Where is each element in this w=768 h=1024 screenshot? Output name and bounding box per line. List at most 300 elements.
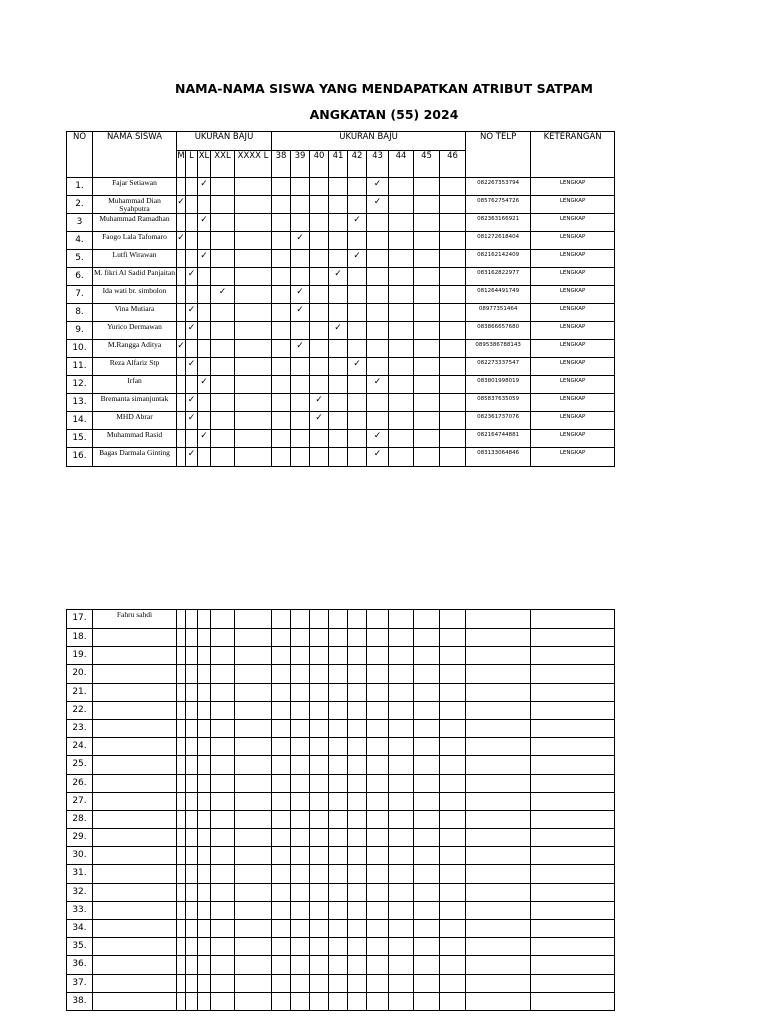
size-cell xyxy=(186,719,198,737)
size-cell xyxy=(367,829,389,847)
phone-number xyxy=(466,683,531,701)
size-cell xyxy=(186,956,198,974)
size-cell xyxy=(211,774,235,792)
shirt-size-cell xyxy=(235,286,272,304)
number-size-cell: ✓ xyxy=(367,430,389,448)
student-name: Muhammad Ramadhan xyxy=(93,214,177,232)
size-cell xyxy=(389,865,414,883)
size-cell xyxy=(177,865,186,883)
size-cell xyxy=(414,756,440,774)
size-header-m: M xyxy=(177,151,186,178)
size-cell xyxy=(211,719,235,737)
size-cell xyxy=(348,847,367,865)
number-size-cell xyxy=(414,250,440,268)
number-size-cell xyxy=(310,214,329,232)
shirt-size-cell: ✓ xyxy=(198,178,211,196)
size-cell xyxy=(211,665,235,683)
size-cell xyxy=(310,665,329,683)
size-header-40: 40 xyxy=(310,151,329,178)
student-table xyxy=(66,131,615,467)
status-note xyxy=(531,683,615,701)
size-cell xyxy=(291,610,310,629)
shirt-size-cell xyxy=(198,196,211,214)
shirt-size-cell xyxy=(235,250,272,268)
phone-number xyxy=(466,701,531,719)
size-cell xyxy=(367,920,389,938)
shirt-size-cell xyxy=(186,430,198,448)
number-size-cell xyxy=(440,250,466,268)
number-size-cell xyxy=(389,268,414,286)
size-cell xyxy=(348,974,367,992)
size-cell xyxy=(198,738,211,756)
row-number: 27. xyxy=(67,792,93,810)
size-cell xyxy=(235,647,272,665)
header-number-size: UKURAN BAJU xyxy=(272,132,466,151)
number-size-cell xyxy=(389,286,414,304)
phone-number: 083133064846 xyxy=(466,448,531,467)
number-size-cell xyxy=(389,232,414,250)
phone-number xyxy=(466,665,531,683)
status-note: LENGKAP xyxy=(531,214,615,232)
size-cell xyxy=(414,719,440,737)
size-cell xyxy=(235,992,272,1010)
size-cell xyxy=(414,901,440,919)
number-size-cell xyxy=(272,178,291,196)
student-name xyxy=(93,647,177,665)
size-cell xyxy=(198,883,211,901)
row-number: 4. xyxy=(67,232,93,250)
shirt-size-cell xyxy=(235,430,272,448)
number-size-cell xyxy=(291,430,310,448)
student-name xyxy=(93,665,177,683)
size-cell xyxy=(348,738,367,756)
number-size-cell xyxy=(272,250,291,268)
number-size-cell xyxy=(367,232,389,250)
size-cell xyxy=(272,992,291,1010)
shirt-size-cell xyxy=(198,412,211,430)
size-cell xyxy=(440,701,466,719)
size-cell xyxy=(272,956,291,974)
shirt-size-cell xyxy=(211,430,235,448)
number-size-cell xyxy=(272,430,291,448)
status-note: LENGKAP xyxy=(531,340,615,358)
size-cell xyxy=(291,847,310,865)
number-size-cell xyxy=(310,304,329,322)
number-size-cell xyxy=(329,232,348,250)
size-cell xyxy=(389,792,414,810)
number-size-cell xyxy=(348,412,367,430)
size-cell xyxy=(310,901,329,919)
size-cell xyxy=(348,829,367,847)
shirt-size-cell xyxy=(177,268,186,286)
number-size-cell xyxy=(291,394,310,412)
shirt-size-cell xyxy=(235,196,272,214)
number-size-cell xyxy=(291,412,310,430)
size-cell xyxy=(329,901,348,919)
status-note: LENGKAP xyxy=(531,430,615,448)
size-cell xyxy=(291,883,310,901)
table-row xyxy=(67,412,615,430)
table-row xyxy=(67,738,615,756)
size-cell xyxy=(389,683,414,701)
size-cell xyxy=(198,792,211,810)
status-note xyxy=(531,974,615,992)
size-cell xyxy=(348,883,367,901)
row-number: 14. xyxy=(67,412,93,430)
row-number: 33. xyxy=(67,901,93,919)
shirt-size-cell xyxy=(235,448,272,467)
size-cell xyxy=(414,665,440,683)
shirt-size-cell xyxy=(235,178,272,196)
number-size-cell xyxy=(272,196,291,214)
shirt-size-cell xyxy=(211,358,235,376)
number-size-cell xyxy=(348,448,367,467)
size-cell xyxy=(348,683,367,701)
shirt-size-cell xyxy=(211,412,235,430)
table-row xyxy=(67,774,615,792)
size-cell xyxy=(310,920,329,938)
table-row xyxy=(67,829,615,847)
shirt-size-cell xyxy=(211,196,235,214)
number-size-cell xyxy=(310,448,329,467)
phone-number: 082273337547 xyxy=(466,358,531,376)
size-cell xyxy=(235,719,272,737)
number-size-cell xyxy=(329,286,348,304)
size-cell xyxy=(235,738,272,756)
shirt-size-cell xyxy=(235,412,272,430)
number-size-cell xyxy=(367,340,389,358)
student-name: Yurico Dermawan xyxy=(93,322,177,340)
size-cell xyxy=(329,810,348,828)
row-number: 32. xyxy=(67,883,93,901)
size-cell xyxy=(272,756,291,774)
size-cell xyxy=(211,992,235,1010)
row-number: 18. xyxy=(67,629,93,647)
number-size-cell xyxy=(414,412,440,430)
size-cell xyxy=(348,956,367,974)
size-cell xyxy=(198,683,211,701)
row-number: 8. xyxy=(67,304,93,322)
status-note xyxy=(531,883,615,901)
shirt-size-cell xyxy=(211,250,235,268)
size-cell xyxy=(235,701,272,719)
shirt-size-cell xyxy=(186,232,198,250)
table-row xyxy=(67,322,615,340)
size-cell xyxy=(211,938,235,956)
size-cell xyxy=(310,738,329,756)
phone-number: 082361737076 xyxy=(466,412,531,430)
row-number: 38. xyxy=(67,992,93,1010)
size-cell xyxy=(177,883,186,901)
phone-number xyxy=(466,756,531,774)
table-row xyxy=(67,304,615,322)
size-cell xyxy=(329,774,348,792)
shirt-size-cell xyxy=(211,322,235,340)
student-name xyxy=(93,683,177,701)
table-row xyxy=(67,974,615,992)
shirt-size-cell: ✓ xyxy=(186,448,198,467)
student-name xyxy=(93,865,177,883)
size-cell xyxy=(211,865,235,883)
size-cell xyxy=(389,847,414,865)
size-cell xyxy=(389,738,414,756)
size-cell xyxy=(414,992,440,1010)
shirt-size-cell xyxy=(211,340,235,358)
student-name xyxy=(93,629,177,647)
size-cell xyxy=(414,738,440,756)
number-size-cell: ✓ xyxy=(310,394,329,412)
shirt-size-cell xyxy=(198,304,211,322)
size-cell xyxy=(177,992,186,1010)
size-cell xyxy=(198,701,211,719)
number-size-cell xyxy=(414,430,440,448)
size-cell xyxy=(367,629,389,647)
size-cell xyxy=(198,810,211,828)
status-note xyxy=(531,774,615,792)
size-cell xyxy=(198,647,211,665)
number-size-cell xyxy=(310,178,329,196)
number-size-cell xyxy=(310,268,329,286)
shirt-size-cell xyxy=(198,340,211,358)
size-cell xyxy=(177,938,186,956)
size-cell xyxy=(186,647,198,665)
number-size-cell xyxy=(389,448,414,467)
row-number: 1. xyxy=(67,178,93,196)
size-cell xyxy=(389,610,414,629)
size-cell xyxy=(367,683,389,701)
shirt-size-cell xyxy=(211,232,235,250)
size-cell xyxy=(177,665,186,683)
number-size-cell xyxy=(440,304,466,322)
number-size-cell xyxy=(291,268,310,286)
row-number: 34. xyxy=(67,920,93,938)
table-row xyxy=(67,376,615,394)
size-cell xyxy=(235,665,272,683)
shirt-size-cell xyxy=(211,394,235,412)
number-size-cell: ✓ xyxy=(291,286,310,304)
table-row xyxy=(67,756,615,774)
row-number: 15. xyxy=(67,430,93,448)
number-size-cell xyxy=(329,394,348,412)
student-table-continued xyxy=(66,609,615,1011)
row-number: 28. xyxy=(67,810,93,828)
size-cell xyxy=(414,774,440,792)
number-size-cell xyxy=(367,394,389,412)
status-note: LENGKAP xyxy=(531,250,615,268)
size-cell xyxy=(291,792,310,810)
size-cell xyxy=(177,683,186,701)
student-name: MHD Abrar xyxy=(93,412,177,430)
size-cell xyxy=(389,719,414,737)
row-number: 26. xyxy=(67,774,93,792)
shirt-size-cell xyxy=(186,286,198,304)
size-cell xyxy=(440,847,466,865)
number-size-cell xyxy=(329,196,348,214)
size-cell xyxy=(186,847,198,865)
phone-number: 082363166921 xyxy=(466,214,531,232)
status-note xyxy=(531,701,615,719)
table-row xyxy=(67,938,615,956)
number-size-cell xyxy=(367,286,389,304)
size-cell xyxy=(414,810,440,828)
number-size-cell xyxy=(414,376,440,394)
table-row xyxy=(67,448,615,467)
size-cell xyxy=(177,774,186,792)
row-number: 22. xyxy=(67,701,93,719)
size-cell xyxy=(389,665,414,683)
phone-number: 083801998019 xyxy=(466,376,531,394)
number-size-cell: ✓ xyxy=(310,412,329,430)
size-cell xyxy=(414,647,440,665)
shirt-size-cell: ✓ xyxy=(186,268,198,286)
size-cell xyxy=(329,992,348,1010)
size-cell xyxy=(291,774,310,792)
number-size-cell xyxy=(272,448,291,467)
header-no: NO xyxy=(67,132,93,178)
size-cell xyxy=(272,719,291,737)
shirt-size-cell xyxy=(186,250,198,268)
table-row xyxy=(67,250,615,268)
size-cell xyxy=(235,829,272,847)
number-size-cell xyxy=(329,304,348,322)
number-size-cell xyxy=(329,250,348,268)
size-cell xyxy=(211,629,235,647)
student-name: Lutfi Wirawan xyxy=(93,250,177,268)
phone-number xyxy=(466,719,531,737)
size-cell xyxy=(329,610,348,629)
row-number: 24. xyxy=(67,738,93,756)
shirt-size-cell xyxy=(186,214,198,232)
row-number: 7. xyxy=(67,286,93,304)
number-size-cell xyxy=(389,178,414,196)
status-note: LENGKAP xyxy=(531,232,615,250)
number-size-cell xyxy=(310,232,329,250)
number-size-cell: ✓ xyxy=(291,232,310,250)
size-cell xyxy=(235,629,272,647)
number-size-cell xyxy=(272,412,291,430)
phone-number xyxy=(466,847,531,865)
size-cell xyxy=(348,992,367,1010)
size-cell xyxy=(310,719,329,737)
size-cell xyxy=(414,865,440,883)
number-size-cell xyxy=(329,178,348,196)
size-cell xyxy=(310,938,329,956)
phone-number: 082162142409 xyxy=(466,250,531,268)
size-cell xyxy=(440,629,466,647)
number-size-cell: ✓ xyxy=(291,304,310,322)
size-cell xyxy=(440,719,466,737)
size-cell xyxy=(440,738,466,756)
student-name: M.Rangga Aditya xyxy=(93,340,177,358)
number-size-cell xyxy=(272,214,291,232)
size-cell xyxy=(177,756,186,774)
shirt-size-cell: ✓ xyxy=(186,322,198,340)
size-cell xyxy=(310,774,329,792)
size-cell xyxy=(211,883,235,901)
number-size-cell xyxy=(348,178,367,196)
number-size-cell xyxy=(272,376,291,394)
size-cell xyxy=(367,701,389,719)
row-number: 5. xyxy=(67,250,93,268)
shirt-size-cell xyxy=(198,394,211,412)
number-size-cell xyxy=(272,268,291,286)
phone-number: 081264491749 xyxy=(466,286,531,304)
status-note xyxy=(531,847,615,865)
size-cell xyxy=(291,756,310,774)
size-cell xyxy=(367,792,389,810)
table-row xyxy=(67,610,615,629)
size-cell xyxy=(367,901,389,919)
student-name: Muhammad Rasid xyxy=(93,430,177,448)
number-size-cell xyxy=(348,394,367,412)
number-size-cell xyxy=(348,232,367,250)
size-cell xyxy=(414,847,440,865)
size-cell xyxy=(329,665,348,683)
student-name xyxy=(93,756,177,774)
number-size-cell xyxy=(389,196,414,214)
size-cell xyxy=(367,883,389,901)
size-cell xyxy=(198,974,211,992)
status-note xyxy=(531,956,615,974)
number-size-cell xyxy=(389,394,414,412)
number-size-cell xyxy=(440,268,466,286)
document-title: NAMA-NAMA SISWA YANG MENDAPATKAN ATRIBUT SATPAM xyxy=(175,81,593,96)
size-cell xyxy=(186,738,198,756)
shirt-size-cell: ✓ xyxy=(186,304,198,322)
row-number: 9. xyxy=(67,322,93,340)
shirt-size-cell xyxy=(235,232,272,250)
size-cell xyxy=(440,974,466,992)
number-size-cell xyxy=(348,340,367,358)
size-header-45: 45 xyxy=(414,151,440,178)
number-size-cell xyxy=(367,304,389,322)
size-cell xyxy=(291,992,310,1010)
number-size-cell xyxy=(272,322,291,340)
student-name xyxy=(93,792,177,810)
row-number: 10. xyxy=(67,340,93,358)
size-cell xyxy=(272,683,291,701)
number-size-cell xyxy=(389,340,414,358)
status-note: LENGKAP xyxy=(531,412,615,430)
size-cell xyxy=(291,938,310,956)
size-cell xyxy=(440,665,466,683)
size-cell xyxy=(177,810,186,828)
size-cell xyxy=(329,938,348,956)
size-cell xyxy=(440,792,466,810)
size-cell xyxy=(414,920,440,938)
number-size-cell xyxy=(329,376,348,394)
size-cell xyxy=(198,992,211,1010)
row-number: 36. xyxy=(67,956,93,974)
size-cell xyxy=(440,883,466,901)
size-cell xyxy=(272,865,291,883)
row-number: 12. xyxy=(67,376,93,394)
status-note xyxy=(531,629,615,647)
student-name: Vina Mutiara xyxy=(93,304,177,322)
number-size-cell xyxy=(440,430,466,448)
size-cell xyxy=(440,683,466,701)
number-size-cell xyxy=(310,340,329,358)
size-cell xyxy=(235,683,272,701)
size-cell xyxy=(272,829,291,847)
size-cell xyxy=(348,938,367,956)
size-cell xyxy=(211,810,235,828)
phone-number xyxy=(466,792,531,810)
table-row xyxy=(67,665,615,683)
size-cell xyxy=(367,865,389,883)
student-name xyxy=(93,847,177,865)
number-size-cell xyxy=(440,394,466,412)
